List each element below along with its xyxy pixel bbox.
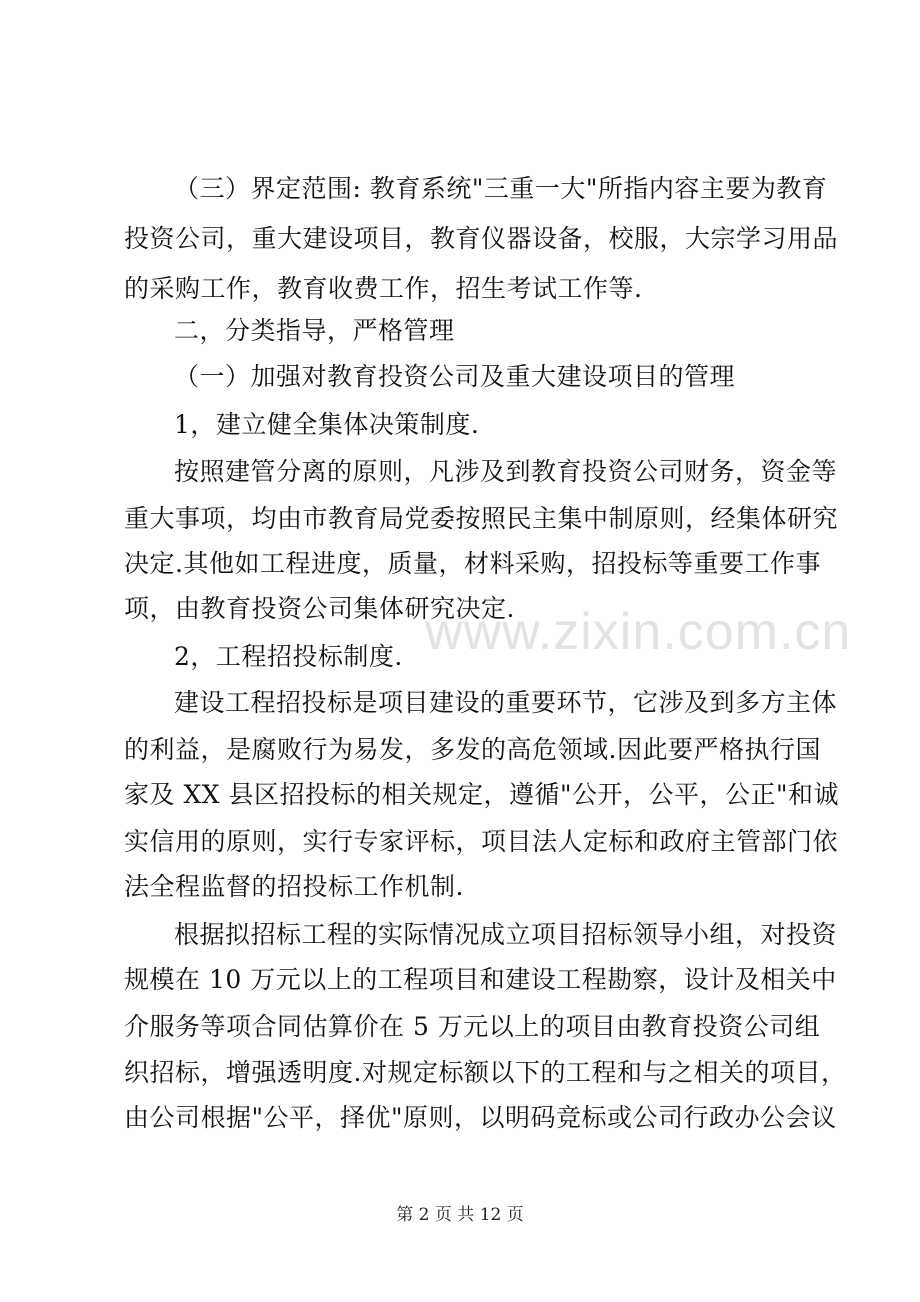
text-line: 实信用的原则，实行专家评标，项目法人定标和政府主管部门依 xyxy=(124,827,839,856)
text-line: 织招标，增强透明度.对规定标额以下的工程和与之相关的项目， xyxy=(124,1058,847,1087)
text-line: 的采购工作，教育收费工作，招生考试工作等. xyxy=(124,274,643,303)
text-line: （三）界定范围: 教育系统"三重一大"所指内容主要为教育 xyxy=(174,174,828,203)
text-line: 投资公司，重大建设项目，教育仪器设备，校服，大宗学习用品 xyxy=(124,224,839,253)
section-heading: 二，分类指导，严格管理 xyxy=(174,316,455,345)
text-line: 家及 XX 县区招投标的相关规定，遵循"公开，公平，公正"和诚 xyxy=(124,780,839,809)
item-heading: 1，建立健全集体决策制度. xyxy=(174,410,480,439)
text-line: 规模在 10 万元以上的工程项目和建设工程勘察，设计及相关中 xyxy=(124,965,837,994)
subsection-heading: （一）加强对教育投资公司及重大建设项目的管理 xyxy=(174,362,736,391)
text-line: 建设工程招投标是项目建设的重要环节，它涉及到多方主体 xyxy=(174,688,838,717)
text-line: 决定.其他如工程进度，质量，材料采购，招投标等重要工作事 xyxy=(124,549,821,578)
text-line: 的利益，是腐败行为易发，多发的高危领域.因此要严格执行国 xyxy=(124,735,821,764)
text-line: 重大事项，均由市教育局党委按照民主集中制原则，经集体研究 xyxy=(124,504,839,533)
text-line: 根据拟招标工程的实际情况成立项目招标领导小组，对投资 xyxy=(174,920,838,949)
text-line: 项，由教育投资公司集体研究决定. xyxy=(124,594,515,623)
text-line: 介服务等项合同估算价在 5 万元以上的项目由教育投资公司组 xyxy=(124,1012,821,1041)
text-line: 法全程监督的招投标工作机制. xyxy=(124,872,464,901)
item-heading: 2，工程招投标制度. xyxy=(174,642,403,671)
page-number-footer: 第 2 页 共 12 页 xyxy=(396,1205,524,1225)
text-line: 由公司根据"公平，择优"原则，以明码竞标或公司行政办公会议 xyxy=(124,1103,837,1132)
text-line: 按照建管分离的原则，凡涉及到教育投资公司财务，资金等 xyxy=(174,457,838,486)
watermark: www.zixin.com.cn xyxy=(425,603,852,661)
